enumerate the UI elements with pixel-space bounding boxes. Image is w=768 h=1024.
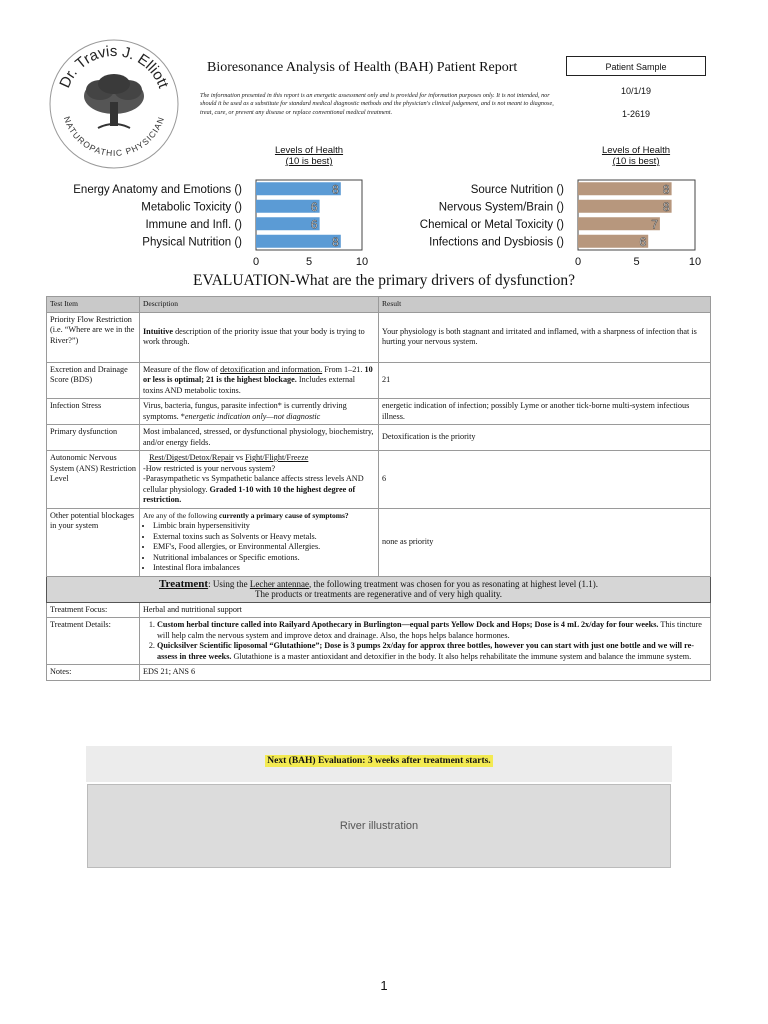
chart-left-svg	[40, 178, 370, 272]
category-label: Chemical or Metal Toxicity ()	[419, 218, 564, 231]
data-label: 6	[310, 199, 318, 214]
notes-label: Notes:	[47, 665, 140, 681]
list-item: • Nutritional imbalances or Specific emotions.	[153, 553, 375, 564]
chart-right	[370, 178, 710, 272]
row-description	[140, 312, 379, 362]
item-sublabel: (i.e. “Where are we in the River?”)	[50, 325, 135, 345]
detail-text: Glutathione is a master antioxidant and detoxifier in the body. It also helps rehabilitate the immune system and balance the immune system.	[231, 651, 692, 661]
desc-text: Are any of the following	[143, 510, 220, 520]
desc-text: Includes external toxins AND metabolic toxins.	[143, 375, 356, 395]
tree-icon	[84, 74, 144, 128]
focus-value: Herbal and nutritional support	[140, 602, 711, 618]
row-result: energetic indication of infection; possibly Lyme or another tick-borne multi-system infectious illness.	[379, 399, 711, 425]
tick-label: 10	[688, 256, 702, 268]
bar	[578, 200, 672, 213]
desc-text: description of the priority issue that your body is trying to work through.	[143, 326, 365, 346]
seal-name: Dr. Travis J. Elliott	[56, 42, 172, 91]
row-result: Detoxification is the priority	[379, 425, 711, 451]
list-item: • EMF's, Food allergies, or Environmental Allergies.	[153, 542, 375, 553]
next-eval-text	[86, 756, 672, 766]
table-row	[47, 399, 711, 425]
row-description	[140, 451, 379, 509]
list-item	[157, 641, 707, 662]
treatment-label: Treatment	[159, 577, 209, 590]
category-label: Immune and Infl. ()	[145, 218, 242, 231]
table-row	[47, 618, 711, 665]
detail-bold: Custom herbal tincture called into Railyard Apothecary in Burlington—equal parts Yellow Dock and Hops; Dose is 4 mL 2x/day for four weeks.	[157, 620, 659, 629]
details-label: Treatment Details:	[47, 618, 140, 665]
evaluation-table	[46, 296, 711, 681]
page-number: 1	[380, 978, 388, 993]
bar	[256, 182, 341, 195]
data-label: 7	[651, 217, 658, 232]
desc-text: From 1–21.	[322, 364, 365, 374]
tick-label: 5	[305, 256, 313, 268]
table-row	[47, 451, 711, 509]
chart-right-title-line2: (10 is best)	[612, 156, 660, 167]
desc-bold: 10 or less is optimal; 21 is the highest blockage.	[143, 364, 373, 384]
tick-label: 0	[574, 256, 582, 268]
category-label: Infections and Dysbiosis ()	[429, 236, 564, 249]
image-placeholder: River illustration	[339, 820, 419, 832]
chart-left	[40, 178, 370, 272]
bar	[578, 182, 672, 195]
bar	[578, 235, 648, 248]
next-eval-highlight: Next (BAH) Evaluation: 3 weeks after treatment starts.	[267, 756, 491, 766]
chart-right-title-line1: Levels of Health	[601, 145, 671, 156]
tick-label: 5	[633, 256, 640, 268]
row-item: Autonomic Nervous System (ANS) Restriction Level	[47, 451, 140, 509]
row-result: Your physiology is both stagnant and irritated and inflamed, with a sharpness of infection that is hurting your nervous system.	[379, 312, 711, 362]
table-row	[47, 362, 711, 399]
report-date: 10/1/19	[620, 86, 652, 96]
bar	[578, 217, 660, 230]
row-description	[140, 508, 379, 576]
header-description: Description	[140, 297, 379, 313]
row-description	[140, 362, 379, 399]
treatment-underline: Lecher antennae	[249, 578, 310, 589]
tick-label: 0	[252, 256, 260, 268]
data-label: 8	[662, 182, 670, 197]
physician-seal-logo	[48, 38, 180, 170]
desc-underline: Rest/Digest/Detox/Repair	[149, 453, 234, 462]
row-result: 6	[379, 451, 711, 509]
chart-left-title-line1: Levels of Health	[274, 145, 344, 156]
row-item: Infection Stress	[47, 399, 140, 425]
row-description: Most imbalanced, stressed, or dysfunctional physiology, biochemistry, and/or energy fields.	[140, 425, 379, 451]
data-label: 8	[662, 199, 670, 214]
treatment-text: : Using the	[208, 578, 250, 589]
desc-underline: detoxification and information.	[220, 364, 323, 374]
treatment-text: , the following treatment was chosen for you as resonating at highest level (1.1).	[309, 578, 598, 589]
chart-left-title-line2: (10 is best)	[285, 156, 333, 167]
patient-name-box: Patient Sample	[566, 56, 706, 76]
treatment-banner-row	[47, 576, 711, 602]
treatment-list	[143, 620, 707, 662]
data-label: 6	[310, 217, 318, 232]
river-illustration	[87, 784, 671, 868]
list-item: • Limbic brain hypersensitivity	[153, 521, 375, 532]
table-row	[47, 508, 711, 576]
category-label: Source Nutrition ()	[470, 183, 564, 196]
table-row	[47, 665, 711, 681]
treatment-banner	[47, 576, 711, 602]
report-title: Bioresonance Analysis of Health (BAH) Patient Report	[207, 60, 518, 75]
data-label: 8	[332, 182, 339, 197]
desc-italic: energetic indication only—not diagnostic	[184, 411, 321, 421]
row-item: Other potential blockages in your system	[47, 508, 140, 576]
category-label: Nervous System/Brain ()	[438, 201, 564, 214]
category-label: Energy Anatomy and Emotions ()	[73, 183, 242, 196]
treatment-quality-text: The products or treatments are regenerative and of very high quality.	[254, 589, 503, 599]
item-label: Priority Flow Restriction	[50, 314, 132, 324]
row-result: none as priority	[379, 508, 711, 576]
data-label: 6	[639, 234, 647, 249]
seal-subtitle: NATUROPATHIC PHYSICIAN	[61, 115, 167, 159]
list-item: • External toxins such as Solvents or Heavy metals.	[153, 532, 375, 543]
header-result: Result	[379, 297, 711, 313]
desc-underline: Fight/Flight/Freeze	[245, 453, 309, 462]
evaluation-title: EVALUATION-What are the primary drivers of dysfunction?	[193, 272, 575, 289]
row-item: Primary dysfunction	[47, 425, 140, 451]
header-test-item: Test Item	[47, 297, 140, 313]
disclaimer-text: The information presented in this report is an energetic assessment only and is provided for information purposes only. It is not intended, nor should it be used as a substitute for standard medical diagnostic methods and the physician's clinical judgement, and is not meant to diagnose, treat, cure, or prevent any disease or replace conventional medical treatment.	[200, 92, 554, 116]
desc-bold: Intuitive	[143, 326, 174, 336]
patient-id: 1-2619	[621, 109, 651, 119]
row-item	[47, 312, 140, 362]
desc-text: vs	[233, 453, 246, 462]
row-description	[140, 399, 379, 425]
focus-label: Treatment Focus:	[47, 602, 140, 618]
detail-text: This tincture will help calm the nervous system and improve detox and drainage. Also, the hops helps balance hormones.	[157, 620, 702, 640]
blockage-list	[143, 521, 375, 574]
category-label: Metabolic Toxicity ()	[141, 201, 242, 214]
data-label: 8	[332, 234, 339, 249]
desc-bold: Graded 1-10 with 10 the highest degree of restriction.	[143, 484, 356, 504]
bar	[256, 235, 341, 248]
table-row	[47, 312, 711, 362]
desc-text: Virus, bacteria, fungus, parasite infection* is currently driving symptoms. *	[143, 401, 347, 421]
chart-right-title	[581, 145, 691, 167]
list-item	[157, 620, 707, 641]
desc-text: -Parasympathetic vs Sympathetic balance affects stress levels AND cellular physiology.	[143, 474, 364, 494]
category-label: Physical Nutrition ()	[142, 236, 242, 249]
chart-left-title	[254, 145, 364, 167]
desc-text: Measure of the flow of	[143, 364, 221, 374]
row-item: Excretion and Drainage Score (BDS)	[47, 362, 140, 399]
desc-question: -How restricted is your nervous system?	[143, 463, 276, 473]
desc-bold: currently a primary cause of symptoms?	[219, 510, 349, 520]
list-item: • Intestinal flora imbalances	[153, 563, 375, 574]
notes-value: EDS 21; ANS 6	[140, 665, 711, 681]
detail-bold: Quicksilver Scientific liposomal “Glutathione”; Dose is 3 pumps 2x/day for approx three bottles, however you can start with just one bottle and we will re-assess in three weeks.	[157, 641, 694, 661]
table-row	[47, 602, 711, 618]
table-row	[47, 425, 711, 451]
details-value	[140, 618, 711, 665]
chart-right-svg	[370, 178, 710, 272]
tick-label: 10	[355, 256, 369, 268]
row-result: 21	[379, 362, 711, 399]
table-header-row	[47, 297, 711, 313]
